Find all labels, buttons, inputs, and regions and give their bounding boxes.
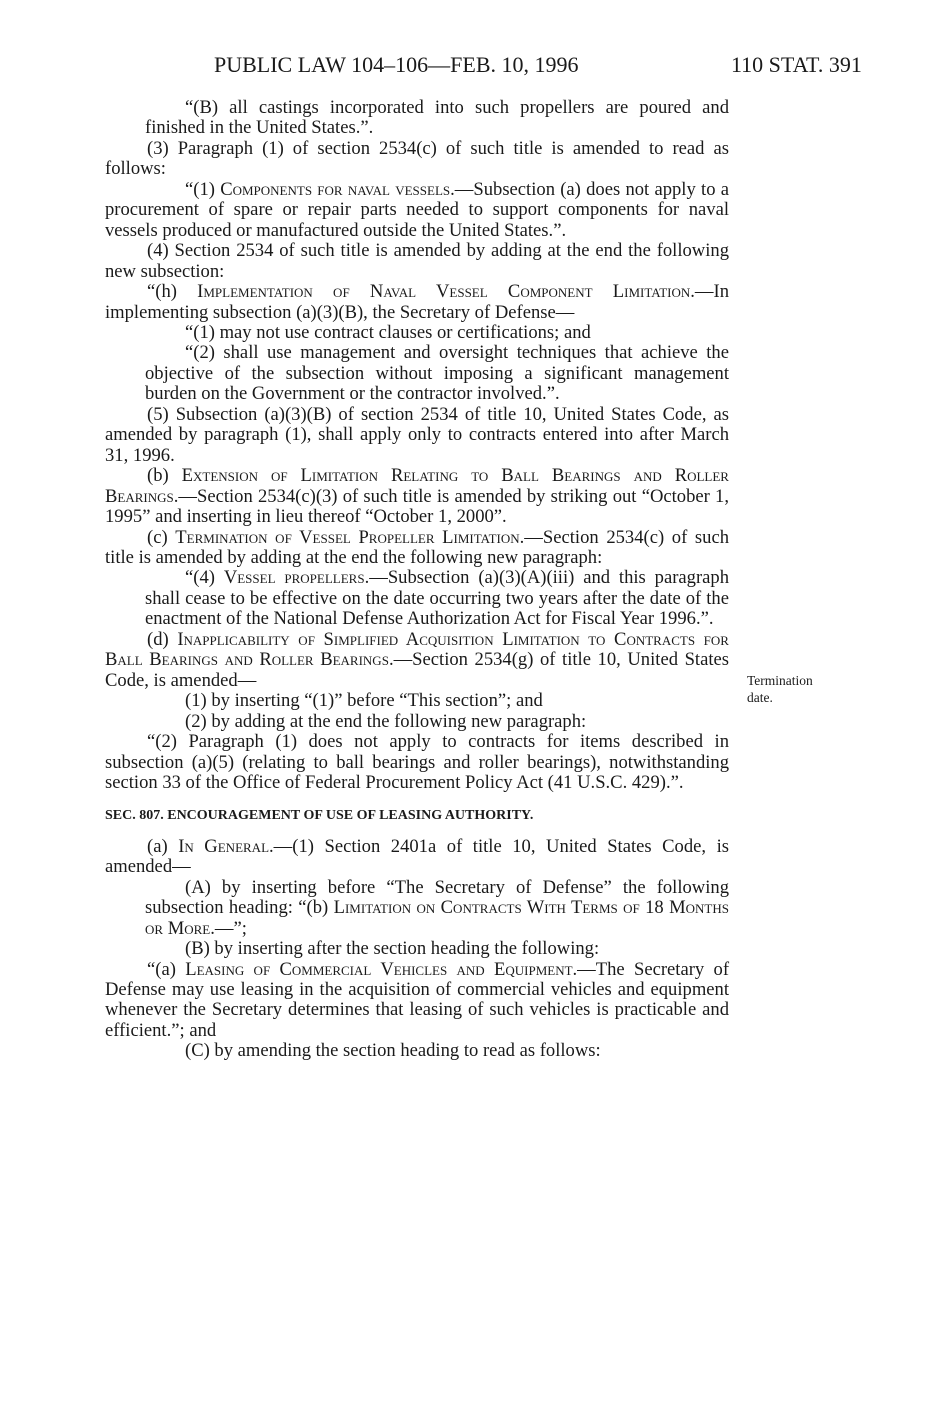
paragraph: (C) by amending the section heading to read as follows: bbox=[185, 1040, 601, 1062]
paragraph: (3) Paragraph (1) of section 2534(c) of such title is amended to read as follows: bbox=[105, 137, 729, 180]
margin-note-line: Termination bbox=[747, 673, 813, 688]
paragraph: (1) by inserting “(1)” before “This section”; and bbox=[185, 690, 543, 712]
paragraph: (d) Inapplicability of Simplified Acquisition Limitation to Contracts for Ball Bearings and Roller Bearings.—Section 2534(g) of title 10, United States Code, is amended— bbox=[105, 628, 729, 691]
header-title: PUBLIC LAW 104–106—FEB. 10, 1996 bbox=[214, 52, 579, 77]
paragraph: (4) Section 2534 of such title is amended by adding at the end the following new subsection: bbox=[105, 240, 729, 282]
body-text bbox=[105, 98, 729, 1062]
paragraph: “(2) shall use management and oversight techniques that achieve the objective of the subsection without imposing a significant management burden on the Government or the contractor involved.”. bbox=[145, 342, 729, 405]
paragraph: “(B) all castings incorporated into such propellers are poured and finished in the United States.”. bbox=[145, 97, 729, 139]
paragraph: “(2) Paragraph (1) does not apply to contracts for items described in subsection (a)(5) (relating to ball bearings and roller bearings), notwithstanding section 33 of the Office of Federal Procurement Policy Act (41 U.S.C. 429).”. bbox=[105, 731, 729, 793]
paragraph: (b) Extension of Limitation Relating to Ball Bearings and Roller Bearings.—Section 2534(c)(3) of such title is amended by striking out “October 1, 1995” and inserting in lieu thereof “October 1, 2000”. bbox=[105, 465, 729, 528]
paragraph: “(h) Implementation of Naval Vessel Component Limitation.—In implementing subsection (a)(3)(B), the Secretary of Defense— bbox=[105, 281, 729, 323]
paragraph: (2) by adding at the end the following new paragraph: bbox=[185, 710, 587, 732]
margin-note-line: date. bbox=[747, 690, 773, 705]
paragraph: (c) Termination of Vessel Propeller Limitation.—Section 2534(c) of such title is amended by adding at the end the following new paragraph: bbox=[105, 526, 730, 568]
paragraph: (5) Subsection (a)(3)(B) of section 2534 of title 10, United States Code, as amended by paragraph (1), shall apply only to contracts entered into after March 31, 1996. bbox=[105, 403, 729, 466]
paragraph: “(a) Leasing of Commercial Vehicles and Equipment.—The Secretary of Defense may use leasing in the acquisition of commercial vehicles and equipment whenever the Secretary determines that leasing of such vehicles is practicable and efficient.”; and bbox=[105, 958, 730, 1041]
margin-note bbox=[747, 672, 813, 706]
running-header bbox=[0, 52, 950, 82]
paragraph: “(4) Vessel propellers.—Subsection (a)(3)(A)(iii) and this paragraph shall cease to be effective on the date occurring two years after the date of the enactment of the National Defense Authorization Act for Fiscal Year 1996.”. bbox=[145, 567, 729, 630]
paragraph: (a) In General.—(1) Section 2401a of title 10, United States Code, is amended— bbox=[105, 835, 729, 878]
paragraph: “(1) may not use contract clauses or certifications; and bbox=[185, 321, 591, 343]
section-heading: SEC. 807. ENCOURAGEMENT OF USE OF LEASING AUTHORITY. bbox=[105, 808, 534, 824]
paragraph: (A) by inserting before “The Secretary of Defense” the following subsection heading: “(b) Limitation on Contracts With Terms of 18 Months or More.—”; bbox=[145, 876, 729, 939]
paragraph: “(1) Components for naval vessels.—Subsection (a) does not apply to a procurement of spare or repair parts needed to support components for naval vessels produced or manufactured outside the United States.”. bbox=[105, 178, 729, 241]
statute-page-number: 110 STAT. 391 bbox=[731, 52, 862, 77]
paragraph: (B) by inserting after the section heading the following: bbox=[185, 938, 600, 960]
